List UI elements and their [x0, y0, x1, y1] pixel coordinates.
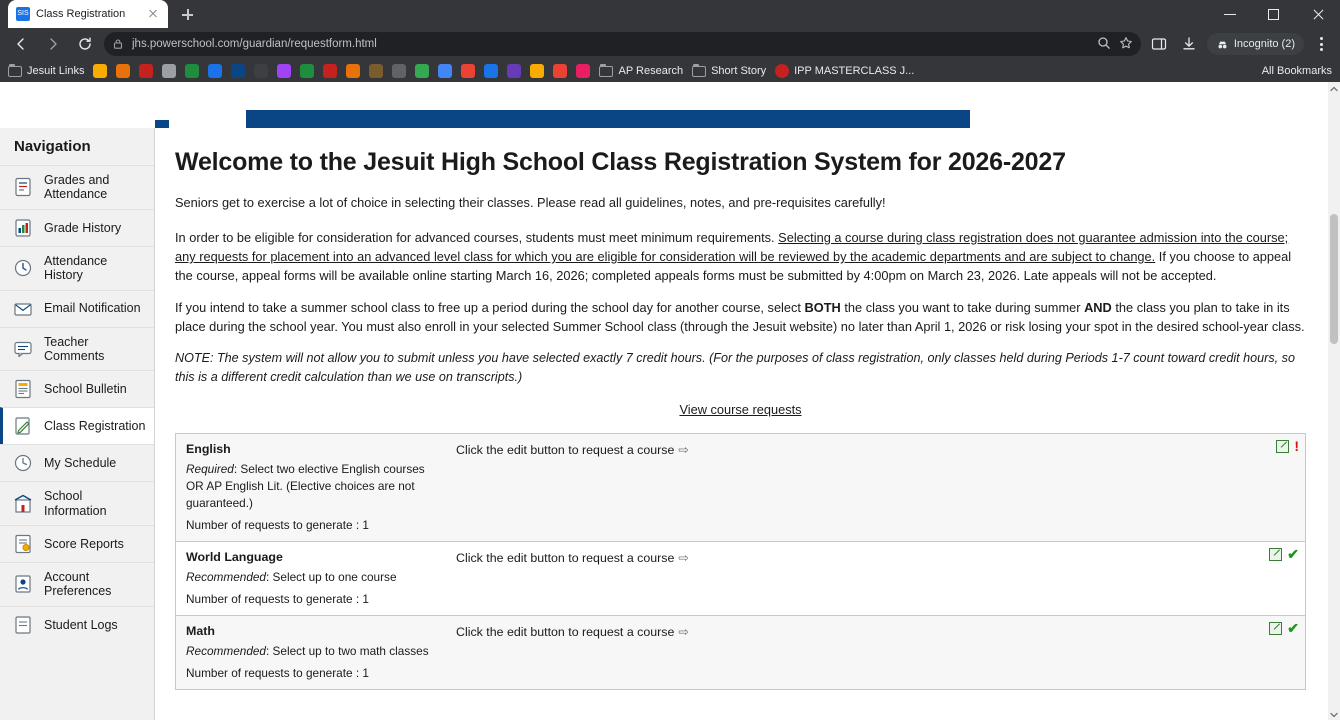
- site-icon: [461, 64, 475, 78]
- view-course-requests-container: [175, 401, 1306, 419]
- credit-hours-note: NOTE: The system will not allow you to submit unless you have selected exactly 7 credit hours. (For the purposes of class registration, only classes held during Periods 1-7 count toward credit hours, so this is a different credit calculation than we use on transcripts.): [175, 351, 1295, 384]
- close-icon[interactable]: [146, 7, 160, 21]
- reload-icon[interactable]: [72, 31, 98, 57]
- main-content: [156, 128, 1328, 720]
- folder-icon: [8, 66, 22, 77]
- page-title: Welcome to the Jesuit High School Class Registration System for 2026-2027: [175, 148, 1066, 176]
- check-icon: ✔: [1287, 620, 1299, 636]
- bookmark-item[interactable]: [507, 64, 521, 78]
- requirement-label: Recommended: [186, 644, 266, 658]
- bookmark-item[interactable]: [392, 64, 406, 78]
- site-icon: [553, 64, 567, 78]
- site-icon: [484, 64, 498, 78]
- subject-requirement: [186, 461, 436, 512]
- account-prefs-icon: [12, 573, 34, 595]
- maximize-icon[interactable]: [1252, 0, 1296, 28]
- clock-icon: [12, 257, 34, 279]
- eligibility-lead: In order to be eligible for consideration for advanced courses, students must meet minimum requirements.: [175, 230, 779, 245]
- window-controls: [1208, 0, 1340, 28]
- minimize-icon[interactable]: [1208, 0, 1252, 28]
- site-icon: [775, 64, 789, 78]
- course-requests-table: [175, 433, 1306, 690]
- sidebar-item-label: Grade History: [44, 220, 122, 235]
- bookmark-item[interactable]: [438, 64, 452, 78]
- site-icon: [576, 64, 590, 78]
- action-cell: [446, 542, 1253, 615]
- bookmark-item[interactable]: [461, 64, 475, 78]
- sidebar-item-label: School Information: [44, 489, 107, 518]
- bookmark-item[interactable]: [530, 64, 544, 78]
- arrow-icon: ⇨: [678, 551, 689, 565]
- bookmark-item[interactable]: [369, 64, 383, 78]
- summer-part1: If you intend to take a summer school class to free up a period during the school day for another course, select: [175, 300, 805, 315]
- requirement-text: : Select up to one course: [266, 570, 397, 584]
- navigation-sidebar: [0, 128, 155, 720]
- bookmark-item[interactable]: [116, 64, 130, 78]
- bookmark-item[interactable]: [139, 64, 153, 78]
- request-count: Number of requests to generate : 1: [186, 666, 369, 680]
- sidebar-item-label: My Schedule: [44, 456, 117, 471]
- bookmark-item[interactable]: [576, 64, 590, 78]
- tab-title: Class Registration: [36, 8, 126, 20]
- sidebar-item-score-reports[interactable]: [0, 525, 154, 562]
- scroll-down-icon[interactable]: [1328, 708, 1340, 720]
- folder-icon: [692, 66, 706, 77]
- row-controls: [1253, 434, 1305, 541]
- bookmark-label: IPP MASTERCLASS J...: [794, 65, 915, 77]
- site-icon: [415, 64, 429, 78]
- row-controls: [1253, 616, 1305, 689]
- bookmark-item[interactable]: [208, 64, 222, 78]
- site-icon: [323, 64, 337, 78]
- address-bar[interactable]: [104, 32, 1141, 56]
- window-close-icon[interactable]: [1296, 0, 1340, 28]
- all-bookmarks-label: All Bookmarks: [1261, 65, 1332, 77]
- subject-cell: [176, 542, 446, 615]
- bookmarks-bar: [0, 60, 1340, 82]
- site-icon: [300, 64, 314, 78]
- site-icon: [369, 64, 383, 78]
- site-icon: [162, 64, 176, 78]
- subject-cell: [176, 616, 446, 689]
- action-text: Click the edit button to request a course: [456, 625, 675, 639]
- bookmark-item[interactable]: [277, 64, 291, 78]
- summer-bold-and: AND: [1084, 300, 1112, 315]
- check-icon: ✔: [1287, 546, 1299, 562]
- school-info-icon: [12, 493, 34, 515]
- sidebar-item-grades-and-attendance[interactable]: [0, 165, 154, 209]
- table-row: [176, 616, 1305, 690]
- edit-pencil-icon[interactable]: [1269, 548, 1282, 561]
- bookmark-item[interactable]: [415, 64, 429, 78]
- side-panel-icon[interactable]: [1147, 32, 1171, 56]
- site-icon: [185, 64, 199, 78]
- site-icon: [116, 64, 130, 78]
- arrow-icon: ⇨: [678, 443, 689, 457]
- bulletin-icon: [12, 378, 34, 400]
- sidebar-item-label: Grades and Attendance: [44, 173, 110, 202]
- tab-class-registration[interactable]: [8, 0, 168, 28]
- sidebar-item-label: Email Notification: [44, 301, 141, 316]
- bookmark-item[interactable]: [300, 64, 314, 78]
- sidebar-item-label: School Bulletin: [44, 382, 127, 397]
- summer-school-paragraph: [175, 298, 1306, 336]
- chrome-menu-icon[interactable]: [1310, 32, 1332, 56]
- sidebar-item-label: Class Registration: [44, 419, 146, 434]
- alert-icon: !: [1294, 438, 1299, 454]
- score-report-icon: [12, 533, 34, 555]
- all-bookmarks-button[interactable]: [1257, 65, 1332, 77]
- page-viewport: [0, 82, 1340, 720]
- sidebar-item-label: Teacher Comments: [44, 334, 105, 363]
- edit-pencil-icon[interactable]: [1276, 440, 1289, 453]
- requirement-text: : Select two elective English courses OR AP English Lit. (Elective choices are not guaranteed.): [186, 462, 425, 510]
- site-icon: [392, 64, 406, 78]
- site-icon: [139, 64, 153, 78]
- eligibility-paragraph: [175, 228, 1306, 285]
- bookmark-item[interactable]: [484, 64, 498, 78]
- site-icon: [277, 64, 291, 78]
- subject-requirement: [186, 643, 436, 660]
- page-scrollbar[interactable]: [1328, 82, 1340, 720]
- bookmark-item[interactable]: [93, 64, 107, 78]
- bookmark-label: Jesuit Links: [27, 65, 85, 77]
- sidebar-item-label: Score Reports: [44, 536, 124, 551]
- powerschool-favicon: SIS: [16, 7, 30, 21]
- browser-toolbar: [0, 28, 1340, 60]
- tab-strip: [0, 0, 1340, 28]
- requirement-label: Recommended: [186, 570, 266, 584]
- site-icon: [208, 64, 222, 78]
- table-row: [176, 542, 1305, 616]
- site-icon: [254, 64, 268, 78]
- summer-part2: the class you want to take during summer: [840, 300, 1085, 315]
- subject-requirement: [186, 569, 436, 586]
- row-controls: [1253, 542, 1305, 615]
- bookmark-jesuit-links[interactable]: [8, 65, 84, 77]
- new-tab-button[interactable]: [174, 2, 200, 28]
- download-icon[interactable]: [1177, 32, 1201, 56]
- sidebar-item-label: Attendance History: [44, 253, 108, 283]
- sidebar-item-label: Student Logs: [44, 617, 118, 632]
- envelope-icon: [12, 298, 34, 320]
- report-card-icon: [12, 176, 34, 198]
- bookmark-item[interactable]: [323, 64, 337, 78]
- bookmark-item[interactable]: [162, 64, 176, 78]
- site-icon: [530, 64, 544, 78]
- sidebar-item-my-schedule[interactable]: [0, 444, 154, 481]
- bookmark-item[interactable]: [346, 64, 360, 78]
- subject-name: Math: [186, 624, 215, 638]
- bookmark-ipp-masterclass[interactable]: [775, 64, 914, 78]
- bookmark-folder-label: AP Research: [618, 65, 684, 77]
- site-icon: [93, 64, 107, 78]
- forward-icon[interactable]: [40, 31, 66, 57]
- bookmark-folder-label: Short Story: [711, 65, 767, 77]
- action-cell: [446, 616, 1253, 689]
- sidebar-item-teacher-comments[interactable]: [0, 327, 154, 371]
- table-row: [176, 434, 1305, 542]
- subject-name: World Language: [186, 550, 283, 564]
- site-icon: [231, 64, 245, 78]
- bookmark-folder-ap-research[interactable]: [599, 65, 683, 77]
- sidebar-item-grade-history[interactable]: [0, 209, 154, 246]
- view-course-requests-link[interactable]: View course requests: [679, 402, 802, 417]
- sidebar-item-email-notification[interactable]: [0, 290, 154, 327]
- request-count: Number of requests to generate : 1: [186, 518, 369, 532]
- scrollbar-thumb[interactable]: [1330, 214, 1338, 344]
- back-icon[interactable]: [8, 31, 34, 57]
- sidebar-item-label: Account Preferences: [44, 570, 112, 599]
- action-text: Click the edit button to request a course: [456, 443, 675, 457]
- eligibility-underlined: Selecting a course during class registration does not guarantee admission into the course; any requests for placement into an advanced level class for which you are eligible for consideration will be reviewed by the academic departments and are subject to change.: [175, 230, 1289, 264]
- incognito-indicator[interactable]: [1207, 33, 1304, 55]
- edit-pencil-icon[interactable]: [1269, 622, 1282, 635]
- subject-cell: [176, 434, 446, 541]
- comment-icon: [12, 338, 34, 360]
- site-icon: [438, 64, 452, 78]
- intro-paragraph: Seniors get to exercise a lot of choice in selecting their classes. Please read all guidelines, notes, and pre-requisites carefully!: [175, 195, 886, 210]
- action-cell: [446, 434, 1253, 541]
- bookmark-item[interactable]: [553, 64, 567, 78]
- site-icon: [507, 64, 521, 78]
- logs-icon: [12, 614, 34, 636]
- requirement-label: Required: [186, 462, 234, 476]
- sidebar-item-student-logs[interactable]: [0, 606, 154, 643]
- folder-icon: [599, 66, 613, 77]
- arrow-icon: ⇨: [678, 625, 689, 639]
- lock-icon: [112, 38, 124, 50]
- site-icon: [346, 64, 360, 78]
- action-text: Click the edit button to request a course: [456, 551, 675, 565]
- sidebar-item-class-registration[interactable]: [0, 407, 154, 444]
- subject-name: English: [186, 442, 231, 456]
- sidebar-item-school-bulletin[interactable]: [0, 370, 154, 407]
- bookmark-item[interactable]: [185, 64, 199, 78]
- sidebar-item-school-information[interactable]: [0, 481, 154, 525]
- sidebar-item-attendance-history[interactable]: [0, 246, 154, 290]
- schedule-clock-icon: [12, 452, 34, 474]
- search-icon[interactable]: [1097, 36, 1111, 53]
- eligibility-tail: If you choose to appeal the course, appeal forms will be available online starting March 16, 2026; completed appeals forms must be submitted by 4:00pm on March 23, 2026. Late appeals will not be accepted.: [175, 249, 1292, 283]
- incognito-icon: [1216, 38, 1229, 51]
- summer-bold-both: BOTH: [804, 300, 841, 315]
- bookmark-item[interactable]: [231, 64, 245, 78]
- bookmark-star-icon[interactable]: [1119, 36, 1133, 53]
- scroll-up-icon[interactable]: [1328, 82, 1340, 94]
- history-chart-icon: [12, 217, 34, 239]
- incognito-label: Incognito (2): [1233, 38, 1295, 50]
- bookmark-item[interactable]: [254, 64, 268, 78]
- url-text: jhs.powerschool.com/guardian/requestform.html: [132, 38, 377, 50]
- sidebar-item-account-preferences[interactable]: [0, 562, 154, 606]
- request-count: Number of requests to generate : 1: [186, 592, 369, 606]
- registration-icon: [12, 415, 34, 437]
- navigation-title: Navigation: [14, 138, 91, 155]
- summer-part3: the class you plan to take in its place during the school year. You must also enroll in your selected Summer School class (through the Jesuit website) no later than April 1, 2026 or risk losing your spot in the desired school-year class.: [175, 300, 1305, 334]
- bookmark-folder-short-story[interactable]: [692, 65, 766, 77]
- requirement-text: : Select up to two math classes: [266, 644, 429, 658]
